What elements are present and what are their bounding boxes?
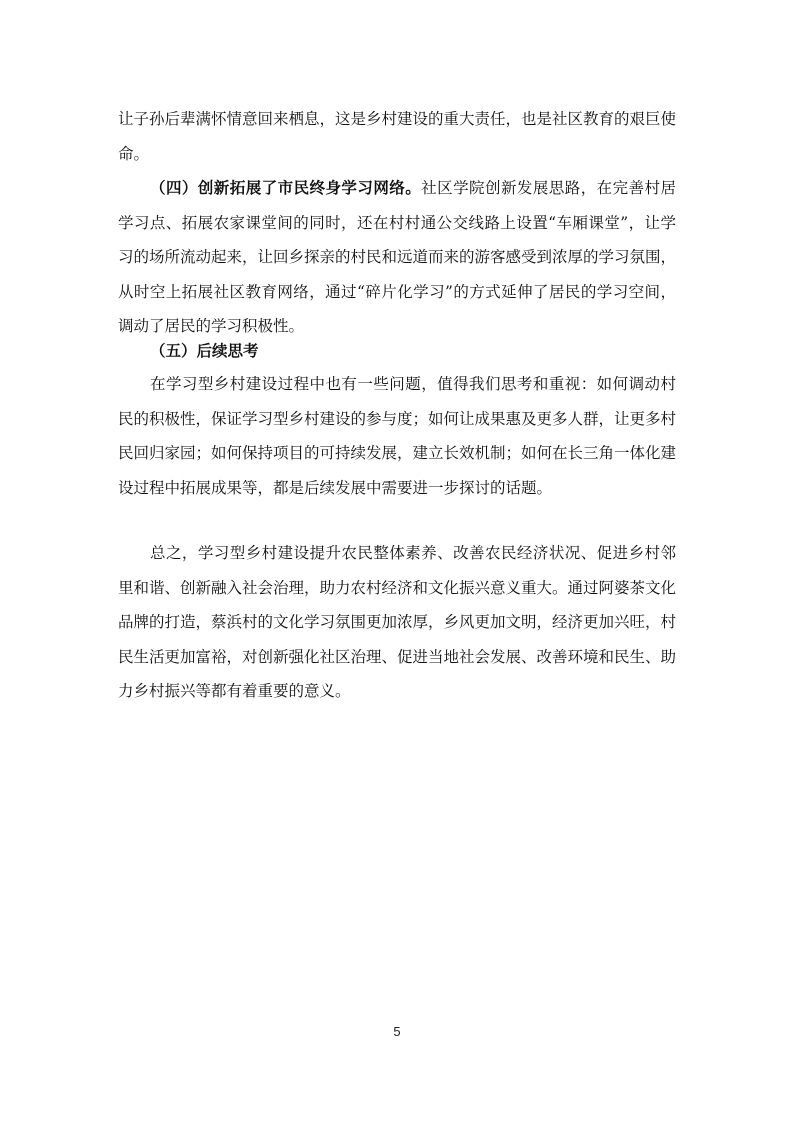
section-heading-4: （四）创新拓展了市民终身学习网络。 [150, 178, 422, 197]
paragraph-body: 社区学院创新发展思路，在完善村居学习点、拓展农家课堂间的同时，还在村村通公交线路上设置“车厢课堂”，让学习的场所流动起来，让回乡探亲的村民和远道而来的游客感受到浓厚的学习氛围，从时空上拓展社区教育网络，通过“碎片化学习”的方式延伸了居民的学习空间，调动了居民的学习积极性。 [118, 179, 677, 335]
section-heading-5 [118, 334, 676, 369]
section-heading-5-text: （五）后续思考 [150, 341, 259, 360]
paragraph-conclusion: 总之，学习型乡村建设提升农民整体素养、改善农民经济状况、促进乡村邻里和谐、创新融入社会治理，助力农村经济和文化振兴意义重大。通过阿婆茶文化品牌的打造，蔡浜村的文化学习氛围更加浓厚，乡风更加文明，经济更加兴旺，村民生活更加富裕，对创新强化社区治理、促进当地社会发展、改善环境和民生、助力乡村振兴等都有着重要的意义。 [118, 544, 677, 700]
page-number: 5 [393, 1024, 401, 1039]
paragraph-follow-up-thoughts: 在学习型乡村建设过程中也有一些问题，值得我们思考和重视：如何调动村民的积极性，保证学习型乡村建设的参与度；如何让成果惠及更多人群，让更多村民回归家园；如何保持项目的可持续发展，建立长效机制；如何在长三角一体化建设过程中拓展成果等，都是后续发展中需要进一步探讨的话题。 [118, 375, 677, 497]
paragraph-continuation: 让子孙后辈满怀情意回来栖息，这是乡村建设的重大责任，也是社区教育的艰巨使命。 [118, 110, 677, 163]
paragraph-lifelong-learning-network [118, 171, 676, 344]
